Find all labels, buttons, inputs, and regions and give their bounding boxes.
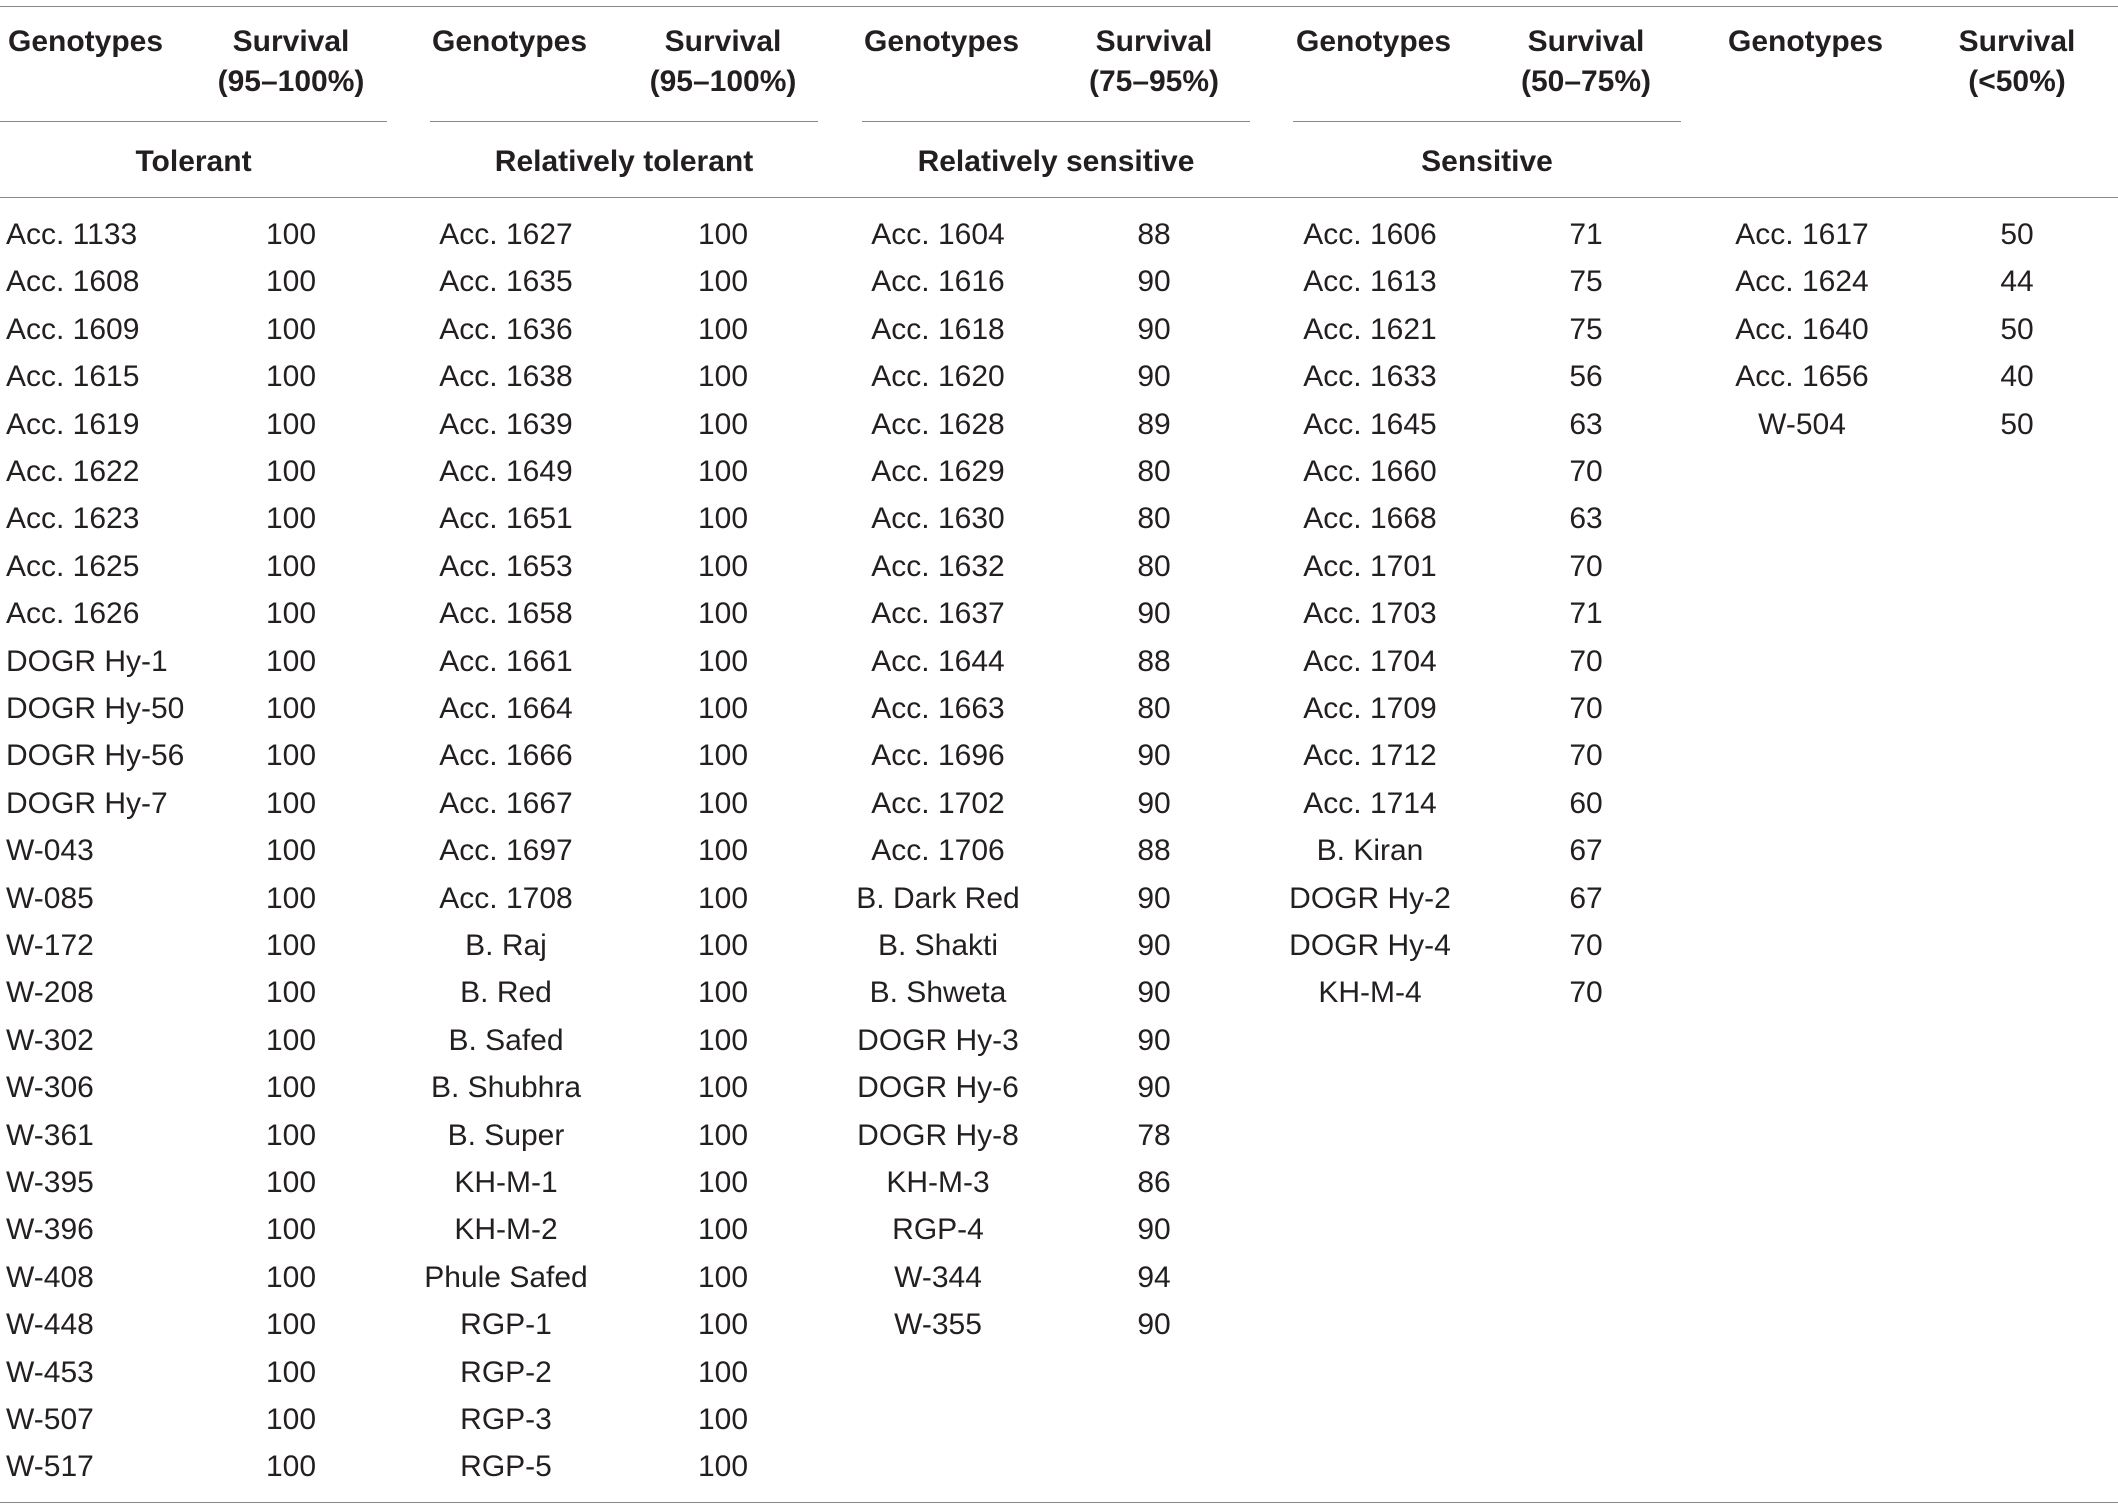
genotype-cell: Acc. 1644 [871, 644, 1005, 678]
category-rule [1293, 121, 1681, 122]
survival-value: 100 [697, 739, 749, 773]
survival-value: 71 [1569, 597, 1603, 631]
genotype-cell: Acc. 1651 [439, 502, 573, 536]
survival-value: 100 [265, 976, 317, 1010]
survival-value: 100 [697, 881, 749, 915]
genotype-cell: Acc. 1658 [439, 597, 573, 631]
genotype-cell: Acc. 1606 [1303, 218, 1437, 251]
survival-header: Survival [232, 25, 350, 58]
genotype-cell: Acc. 1635 [439, 265, 573, 299]
genotype-cell: Acc. 1620 [871, 360, 1005, 394]
genotype-cell: Acc. 1697 [439, 834, 573, 868]
genotype-cell: W-302 [6, 1023, 94, 1057]
genotype-cell: Acc. 1706 [871, 834, 1005, 868]
genotype-cell: B. Red [460, 976, 552, 1010]
genotype-cell: Acc. 1714 [1303, 786, 1437, 820]
genotype-cell: Acc. 1639 [439, 407, 573, 441]
genotype-cell: Acc. 1133 [6, 218, 138, 251]
genotype-cell: Acc. 1709 [1303, 692, 1437, 725]
survival-value: 90 [1137, 976, 1171, 1010]
genotype-cell: Acc. 1626 [6, 597, 140, 631]
genotype-cell: B. Shweta [869, 976, 1007, 1010]
survival-value: 100 [265, 1450, 317, 1484]
survival-value: 100 [265, 692, 317, 725]
genotype-cell: W-355 [894, 1308, 982, 1342]
genotype-cell: W-504 [1758, 407, 1846, 441]
survival-header: Survival [1958, 25, 2076, 58]
survival-value: 100 [265, 1308, 317, 1342]
survival-value: 100 [697, 1308, 749, 1342]
survival-value: 78 [1137, 1118, 1171, 1152]
genotype-cell: DOGR Hy-50 [6, 692, 185, 725]
survival-value: 100 [697, 360, 749, 394]
genotype-cell: RGP-1 [460, 1308, 552, 1342]
survival-value: 90 [1137, 739, 1171, 773]
genotype-cell: Acc. 1628 [871, 407, 1005, 441]
survival-value: 100 [697, 407, 749, 441]
genotype-cell: Acc. 1668 [1303, 502, 1437, 536]
genotype-cell: DOGR Hy-7 [6, 786, 168, 820]
genotype-cell: Acc. 1624 [1735, 265, 1869, 299]
survival-value: 100 [697, 265, 749, 299]
genotype-cell: KH-M-2 [454, 1213, 558, 1247]
category-rule [0, 121, 387, 122]
survival-value: 90 [1137, 1071, 1171, 1105]
survival-range: (<50%) [1968, 65, 2066, 98]
survival-value: 100 [265, 1023, 317, 1057]
genotype-cell: Acc. 1649 [439, 455, 573, 488]
genotype-cell: DOGR Hy-6 [857, 1071, 1019, 1105]
genotype-cell: Acc. 1664 [439, 692, 573, 725]
survival-value: 100 [265, 265, 317, 299]
genotype-cell: Acc. 1636 [439, 312, 573, 346]
genotype-cell: Acc. 1712 [1303, 739, 1437, 773]
genotype-cell: W-172 [6, 929, 94, 962]
genotype-cell: Acc. 1617 [1735, 218, 1869, 251]
survival-value: 67 [1569, 834, 1603, 868]
genotype-cell: Phule Safed [424, 1260, 588, 1294]
genotype-cell: W-344 [894, 1260, 982, 1294]
survival-value: 100 [265, 1166, 317, 1199]
header-bottom-rule [0, 197, 2118, 198]
survival-value: 100 [697, 549, 749, 583]
survival-value: 100 [697, 1403, 749, 1436]
survival-value: 75 [1569, 312, 1603, 346]
genotype-cell: W-085 [6, 881, 94, 915]
survival-value: 100 [265, 597, 317, 631]
survival-value: 88 [1137, 218, 1171, 251]
genotype-cell: Acc. 1703 [1303, 597, 1437, 631]
survival-value: 63 [1569, 407, 1603, 441]
survival-value: 40 [2000, 360, 2034, 394]
survival-value: 100 [697, 644, 749, 678]
survival-value: 50 [2000, 407, 2034, 441]
survival-header: Survival [664, 25, 782, 58]
survival-value: 100 [697, 502, 749, 536]
survival-value: 100 [265, 549, 317, 583]
survival-value: 100 [697, 929, 749, 962]
genotype-cell: W-448 [6, 1308, 94, 1342]
genotype-cell: Acc. 1604 [871, 218, 1005, 251]
genotype-cell: Acc. 1638 [439, 360, 573, 394]
genotype-cell: Acc. 1625 [6, 549, 140, 583]
genotype-cell: Acc. 1609 [6, 312, 140, 346]
genotype-cell: W-507 [6, 1403, 94, 1436]
survival-value: 100 [265, 881, 317, 915]
genotype-cell: Acc. 1616 [871, 265, 1005, 299]
survival-value: 88 [1137, 644, 1171, 678]
top-rule [0, 6, 2118, 7]
genotype-cell: Acc. 1708 [439, 881, 573, 915]
survival-value: 100 [697, 1213, 749, 1247]
survival-value: 44 [2000, 265, 2034, 299]
genotypes-header: Genotypes [864, 25, 1020, 58]
genotype-cell: Acc. 1633 [1303, 360, 1437, 394]
genotype-cell: RGP-2 [460, 1355, 552, 1389]
survival-value: 88 [1137, 834, 1171, 868]
survival-value: 80 [1137, 502, 1171, 536]
survival-value: 90 [1137, 1023, 1171, 1057]
survival-value: 70 [1569, 455, 1603, 488]
genotype-cell: Acc. 1640 [1735, 312, 1869, 346]
genotype-cell: RGP-4 [892, 1213, 984, 1247]
survival-header: Survival [1095, 25, 1213, 58]
survival-value: 100 [265, 312, 317, 346]
survival-value: 100 [697, 1355, 749, 1389]
survival-value: 100 [265, 1355, 317, 1389]
survival-header: Survival [1527, 25, 1645, 58]
genotype-cell: Acc. 1629 [871, 455, 1005, 488]
genotype-cell: RGP-3 [460, 1403, 552, 1436]
survival-value: 100 [697, 834, 749, 868]
genotype-cell: Acc. 1622 [6, 455, 140, 488]
genotype-cell: Acc. 1623 [6, 502, 140, 536]
survival-value: 70 [1569, 644, 1603, 678]
genotype-cell: Acc. 1704 [1303, 644, 1437, 678]
genotype-cell: Acc. 1630 [871, 502, 1005, 536]
survival-value: 80 [1137, 692, 1171, 725]
genotype-cell: KH-M-4 [1318, 976, 1422, 1010]
survival-value: 100 [697, 1071, 749, 1105]
survival-value: 100 [265, 786, 317, 820]
survival-value: 100 [697, 976, 749, 1010]
genotype-cell: B. Shakti [877, 929, 999, 962]
genotype-cell: RGP-5 [460, 1450, 552, 1484]
survival-value: 100 [265, 739, 317, 773]
genotype-cell: Acc. 1661 [439, 644, 573, 678]
genotype-cell: DOGR Hy-2 [1289, 881, 1451, 915]
survival-value: 90 [1137, 597, 1171, 631]
genotype-cell: W-517 [6, 1450, 94, 1484]
genotypes-header: Genotypes [8, 25, 164, 58]
survival-value: 67 [1569, 881, 1603, 915]
survival-value: 100 [697, 597, 749, 631]
survival-value: 100 [265, 929, 317, 962]
genotype-cell: Acc. 1667 [439, 786, 573, 820]
survival-value: 50 [2000, 312, 2034, 346]
genotype-cell: Acc. 1637 [871, 597, 1005, 631]
survival-value: 100 [697, 1118, 749, 1152]
survival-value: 89 [1137, 407, 1171, 441]
category-label: Relatively tolerant [494, 145, 754, 178]
genotype-cell: B. Raj [465, 929, 547, 962]
survival-value: 70 [1569, 929, 1603, 962]
survival-value: 100 [697, 455, 749, 488]
survival-value: 100 [265, 1403, 317, 1436]
genotype-cell: W-306 [6, 1071, 94, 1105]
survival-value: 90 [1137, 786, 1171, 820]
genotype-cell: W-208 [6, 976, 94, 1010]
survival-value: 90 [1137, 1213, 1171, 1247]
genotype-cell: Acc. 1701 [1303, 549, 1437, 583]
genotype-cell: Acc. 1619 [6, 407, 140, 441]
survival-range: (50–75%) [1520, 65, 1652, 98]
survival-value: 80 [1137, 455, 1171, 488]
genotype-cell: Acc. 1663 [871, 692, 1005, 725]
survival-value: 50 [2000, 218, 2034, 251]
survival-value: 100 [697, 692, 749, 725]
genotype-cell: Acc. 1621 [1303, 312, 1437, 346]
category-label: Sensitive [1421, 145, 1553, 178]
survival-range: (75–95%) [1088, 65, 1220, 98]
survival-value: 100 [265, 644, 317, 678]
survival-value: 90 [1137, 265, 1171, 299]
genotype-cell: Acc. 1613 [1303, 265, 1437, 299]
category-label: Tolerant [135, 145, 252, 178]
genotype-cell: Acc. 1615 [6, 360, 140, 394]
genotypes-header: Genotypes [1296, 25, 1452, 58]
genotype-cell: Acc. 1666 [439, 739, 573, 773]
survival-value: 70 [1569, 976, 1603, 1010]
survival-value: 75 [1569, 265, 1603, 299]
genotype-cell: DOGR Hy-1 [6, 644, 168, 678]
genotype-cell: KH-M-1 [454, 1166, 558, 1199]
genotype-cell: B. Kiran [1316, 834, 1424, 868]
genotype-cell: Acc. 1660 [1303, 455, 1437, 488]
survival-value: 71 [1569, 218, 1603, 251]
survival-value: 90 [1137, 881, 1171, 915]
genotype-cell: B. Shubhra [430, 1071, 582, 1105]
survival-value: 100 [265, 834, 317, 868]
genotype-cell: W-395 [6, 1166, 94, 1199]
survival-value: 100 [697, 1023, 749, 1057]
genotypes-header: Genotypes [1728, 25, 1884, 58]
genotype-cell: B. Safed [448, 1023, 564, 1057]
survival-value: 70 [1569, 739, 1603, 773]
genotype-cell: Acc. 1653 [439, 549, 573, 583]
genotype-cell: DOGR Hy-4 [1289, 929, 1451, 962]
genotype-cell: KH-M-3 [886, 1166, 990, 1199]
survival-value: 100 [265, 1260, 317, 1294]
genotype-cell: Acc. 1608 [6, 265, 140, 299]
survival-value: 80 [1137, 549, 1171, 583]
genotypes-header: Genotypes [432, 25, 588, 58]
survival-value: 100 [265, 218, 317, 251]
genotype-cell: Acc. 1702 [871, 786, 1005, 820]
genotype-cell: Acc. 1632 [871, 549, 1005, 583]
genotype-cell: Acc. 1645 [1303, 407, 1437, 441]
survival-value: 90 [1137, 312, 1171, 346]
genotype-cell: Acc. 1618 [871, 312, 1005, 346]
genotype-cell: Acc. 1627 [439, 218, 573, 251]
genotype-cell: Acc. 1656 [1735, 360, 1869, 394]
survival-value: 100 [265, 1118, 317, 1152]
survival-value: 100 [697, 1260, 749, 1294]
survival-value: 100 [265, 1213, 317, 1247]
category-label: Relatively sensitive [917, 145, 1195, 178]
survival-value: 60 [1569, 786, 1603, 820]
genotype-cell: W-396 [6, 1213, 94, 1247]
survival-value: 70 [1569, 692, 1603, 725]
genotype-cell: DOGR Hy-8 [857, 1118, 1019, 1152]
survival-value: 90 [1137, 360, 1171, 394]
survival-value: 56 [1569, 360, 1603, 394]
genotype-cell: W-408 [6, 1260, 94, 1294]
bottom-rule [0, 1502, 2118, 1503]
survival-value: 100 [265, 455, 317, 488]
genotype-cell: W-453 [6, 1355, 94, 1389]
genotype-cell: Acc. 1696 [871, 739, 1005, 773]
genotype-cell: DOGR Hy-3 [857, 1023, 1019, 1057]
survival-value: 100 [697, 1166, 749, 1199]
survival-value: 100 [697, 218, 749, 251]
survival-value: 90 [1137, 929, 1171, 962]
survival-value: 100 [697, 312, 749, 346]
survival-value: 100 [265, 502, 317, 536]
survival-value: 100 [697, 786, 749, 820]
survival-value: 90 [1137, 1308, 1171, 1342]
survival-range: (95–100%) [217, 65, 365, 98]
category-rule [430, 121, 818, 122]
survival-value: 100 [265, 407, 317, 441]
survival-value: 94 [1137, 1260, 1171, 1294]
category-rule [862, 121, 1250, 122]
survival-value: 70 [1569, 549, 1603, 583]
survival-value: 100 [697, 1450, 749, 1484]
survival-value: 100 [265, 360, 317, 394]
survival-range: (95–100%) [649, 65, 797, 98]
genotype-cell: W-043 [6, 834, 94, 868]
genotype-cell: B. Dark Red [856, 881, 1020, 915]
genotype-cell: W-361 [6, 1118, 94, 1152]
survival-value: 63 [1569, 502, 1603, 536]
survival-value: 100 [265, 1071, 317, 1105]
genotype-cell: B. Super [447, 1118, 565, 1152]
genotype-cell: DOGR Hy-56 [6, 739, 185, 773]
survival-value: 86 [1137, 1166, 1171, 1199]
